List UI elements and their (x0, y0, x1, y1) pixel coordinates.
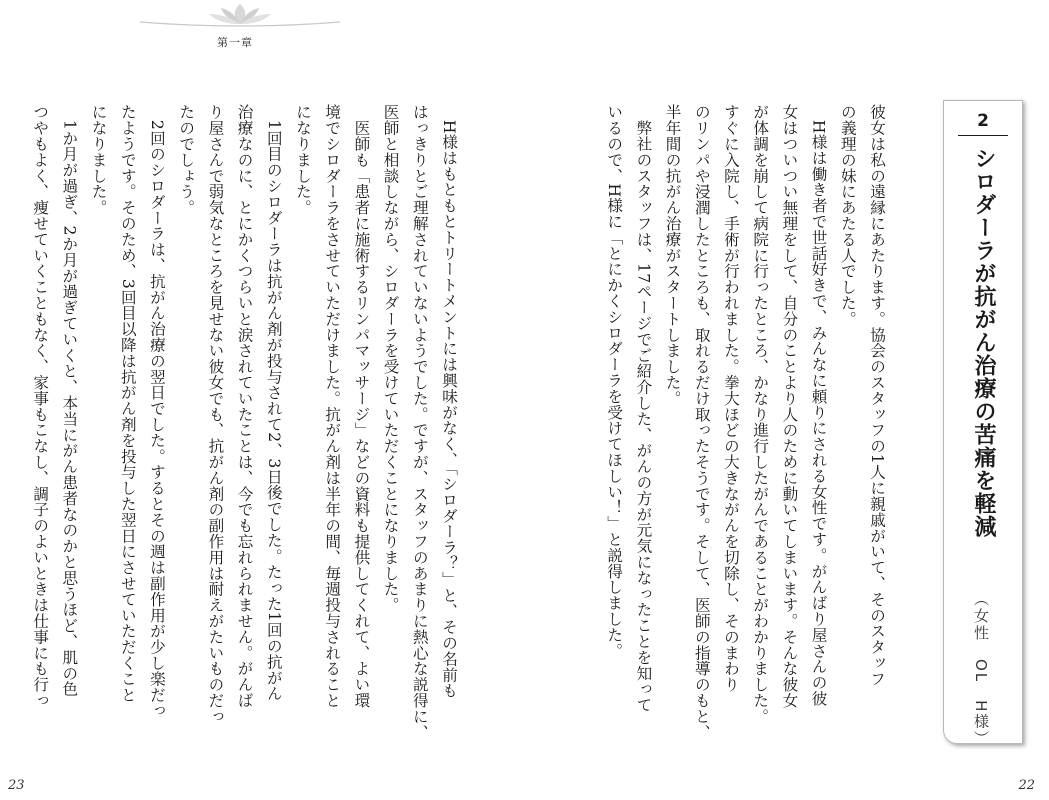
text-line: 医師と相談しながら、シロダーラを受けていただくことになりました。 (381, 104, 400, 613)
text-line: になりました。 (89, 104, 108, 216)
text-line: 2回のシロダーラは、抗がん治療の翌日でした。するとその週は副作用が少し楽だっ (147, 104, 166, 719)
text-line: が体調を崩して病院に行ったところ、かなり進行したがんであることがわかりました。 (751, 104, 770, 725)
text-line: 境でシロダーラをさせていただけました。抗がん剤は半年の間、毎週投与されること (323, 104, 342, 709)
title-divider (958, 135, 1008, 136)
page-number-left: 23 (8, 778, 25, 793)
section-subtitle: （女性 OL H様） (972, 591, 990, 748)
page-number-right: 22 (1018, 778, 1035, 793)
text-line: 彼女は私の遠縁にあたります。協会のスタッフの1人に親戚がいて、そのスタッフ (868, 104, 886, 687)
text-line: H様はもともとトリートメントには興味がなく、「シロダーラ？」と、その名前も (440, 104, 458, 699)
text-line: り屋さんで弱気なところを見せない彼女でも、抗がん剤の副作用は耐えがたいものだっ (206, 104, 225, 725)
right-page-body (599, 104, 891, 744)
text-line: 治療なのに、とにかくつらいと涙されていたことは、今でも忘れられません。がんば (235, 104, 254, 709)
text-line: H様は働き者で世話好きで、みんなに頼りにされる女性です。がんばり屋さんの彼 (809, 104, 828, 707)
text-line: いるので、H様に「とにかくシロダーラを受けてほしい！」と説得しました。 (605, 104, 624, 659)
left-page-body (25, 104, 463, 744)
text-line: 半年間の抗がん治療がスタートしました。 (663, 104, 682, 407)
text-line: 弊社のスタッフは、17ページでご紹介した、がんの方が元気になったことを知って (634, 104, 653, 713)
text-line: 1か月が過ぎ、2か月が過ぎていくと、本当にがん患者なのかと思うほど、肌の色 (60, 104, 79, 697)
chapter-label: 第一章 (217, 36, 253, 49)
text-line: 女はついつい無理をして、自分のことより人のために動いてしまいます。そんな彼女 (780, 104, 799, 709)
text-line: はっきりとご理解されていないようでした。ですが、スタッフのあまりに熱心な説得に、 (410, 104, 429, 740)
text-line: つやもよく、痩せていくこともなく、家事もこなし、調子のよいときは仕事にも行っ (31, 104, 50, 709)
text-line: 1回目のシロダーラは抗がん剤が投与されて2、3日後でした。たった1回の抗がん (264, 104, 283, 702)
text-line: になりました。 (293, 104, 312, 216)
text-line: たようです。そのため、3回目以降は抗がん剤を投与した翌日にさせていただくこと (118, 104, 137, 703)
text-line: すぐに入院し、手術が行われました。拳大ほどの大きながんを切除し、そのまわり (721, 104, 740, 693)
section-title: シロダーラが抗がん治療の苦痛を軽減 (971, 147, 996, 538)
lotus-ornament-icon (135, 0, 345, 30)
text-line: 医師も「患者に施術するリンパマッサージ」などの資料も提供してくれて、よい環 (352, 104, 371, 709)
text-line: の義理の妹にあたる人でした。 (838, 104, 857, 327)
text-line: たのでしょう。 (177, 104, 196, 216)
section-number: 2 (977, 111, 989, 131)
section-title-box (943, 100, 1023, 748)
text-line: のリンパや浸潤したところも、取れるだけ取ったそうです。そして、医師の指導のもと、 (692, 104, 711, 740)
